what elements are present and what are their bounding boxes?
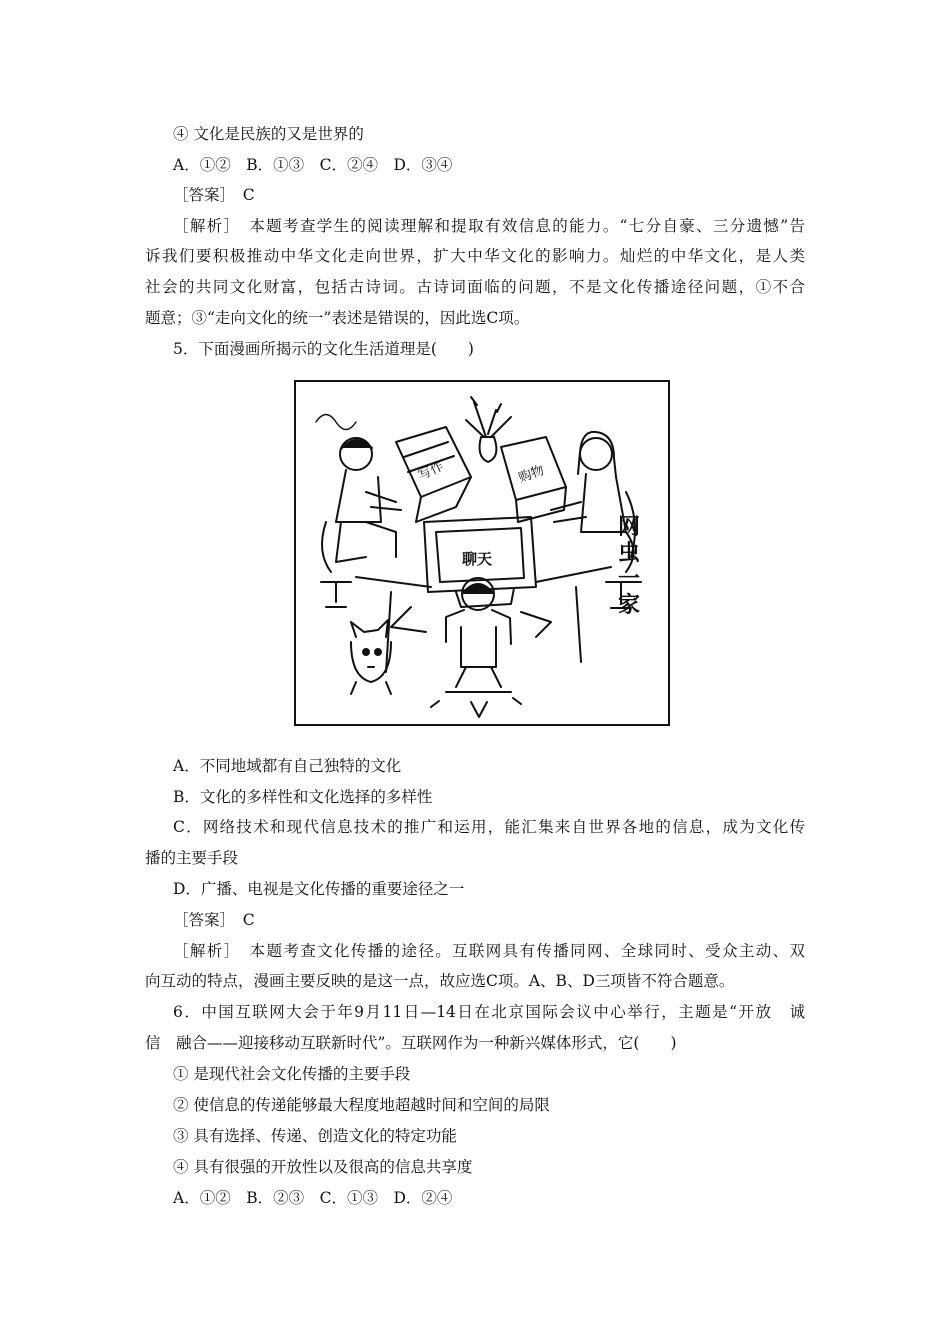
q4-analysis-line-3: 社会的共同文化财富，包括古诗词。古诗词面临的问题，不是文化传播途径问题，①不合 bbox=[145, 278, 805, 296]
caption-char-1: 网 bbox=[617, 514, 640, 540]
q5-option-c-line-1: C．网络技术和现代信息技术的推广和运用，能汇集来自世界各地的信息，成为文化传 bbox=[173, 818, 805, 836]
vase-with-plant bbox=[466, 397, 511, 462]
desk bbox=[356, 567, 611, 672]
q6-choices: A．①② B．②③ C．①③ D．②④ bbox=[173, 1189, 453, 1207]
caption-char-4: 家 bbox=[617, 592, 640, 618]
q5-analysis-line-2: 向互动的特点，漫画主要反映的是这一点，故应选C项。A、B、D三项皆不符合题意。 bbox=[145, 972, 735, 990]
q6-option-2: ② 使信息的传递能够最大程度地超越时间和空间的局限 bbox=[173, 1096, 550, 1114]
q5-analysis-line-1: ［解析］ 本题考查文化传播的途径。互联网具有传播同网、全球同时、受众主动、双 bbox=[173, 942, 805, 960]
q6-stem-line-2: 信 融合——迎接移动互联新时代”。互联网作为一种新兴媒体形式，它( ) bbox=[145, 1034, 677, 1052]
q5-answer: ［答案］ C bbox=[173, 911, 255, 929]
caption-char-3: 一 bbox=[617, 566, 640, 592]
caption-char-2: 虫 bbox=[617, 540, 640, 566]
q4-analysis-line-4: 题意；③“走向文化的统一”表述是错误的，因此选C项。 bbox=[145, 309, 530, 327]
q6-stem-line-1: 6．中国互联网大会于年9月11日—14日在北京国际会议中心举行，主题是“开放 诚 bbox=[173, 1003, 805, 1021]
q5-stem: 5．下面漫画所揭示的文化生活道理是( ) bbox=[173, 340, 474, 358]
child bbox=[431, 578, 521, 717]
q4-analysis-line-2: 诉我们要积极推动中华文化走向世界，扩大中华文化的影响力。灿烂的中华文化，是人类 bbox=[145, 247, 805, 265]
label-shopping: 购物 bbox=[516, 463, 547, 487]
label-chat: 聊天 bbox=[462, 550, 493, 568]
q5-option-d: D．广播、电视是文化传播的重要途径之一 bbox=[173, 880, 465, 898]
cartoon-drawing bbox=[296, 382, 668, 724]
cartoon-figure bbox=[294, 380, 670, 726]
dog bbox=[351, 620, 391, 694]
q4-answer: ［答案］ C bbox=[173, 186, 255, 204]
label-writing: 写作 bbox=[416, 458, 447, 484]
q5-option-c-line-2: 播的主要手段 bbox=[145, 849, 239, 867]
q6-option-1: ① 是现代社会文化传播的主要手段 bbox=[173, 1065, 411, 1083]
q4-choices: A．①② B．①③ C．②④ D．③④ bbox=[173, 156, 453, 174]
q5-option-b: B．文化的多样性和文化选择的多样性 bbox=[173, 788, 433, 806]
q6-option-3: ③ 具有选择、传递、创造文化的特定功能 bbox=[173, 1127, 457, 1145]
q6-option-4: ④ 具有很强的开放性以及很高的信息共享度 bbox=[173, 1158, 473, 1176]
q5-option-a: A．不同地域都有自己独特的文化 bbox=[173, 757, 402, 775]
q4-analysis-line-1: ［解析］ 本题考查学生的阅读理解和提取有效信息的能力。“七分自豪、三分遗憾”告 bbox=[173, 217, 805, 235]
q4-option-4: ④ 文化是民族的又是世界的 bbox=[173, 125, 364, 143]
